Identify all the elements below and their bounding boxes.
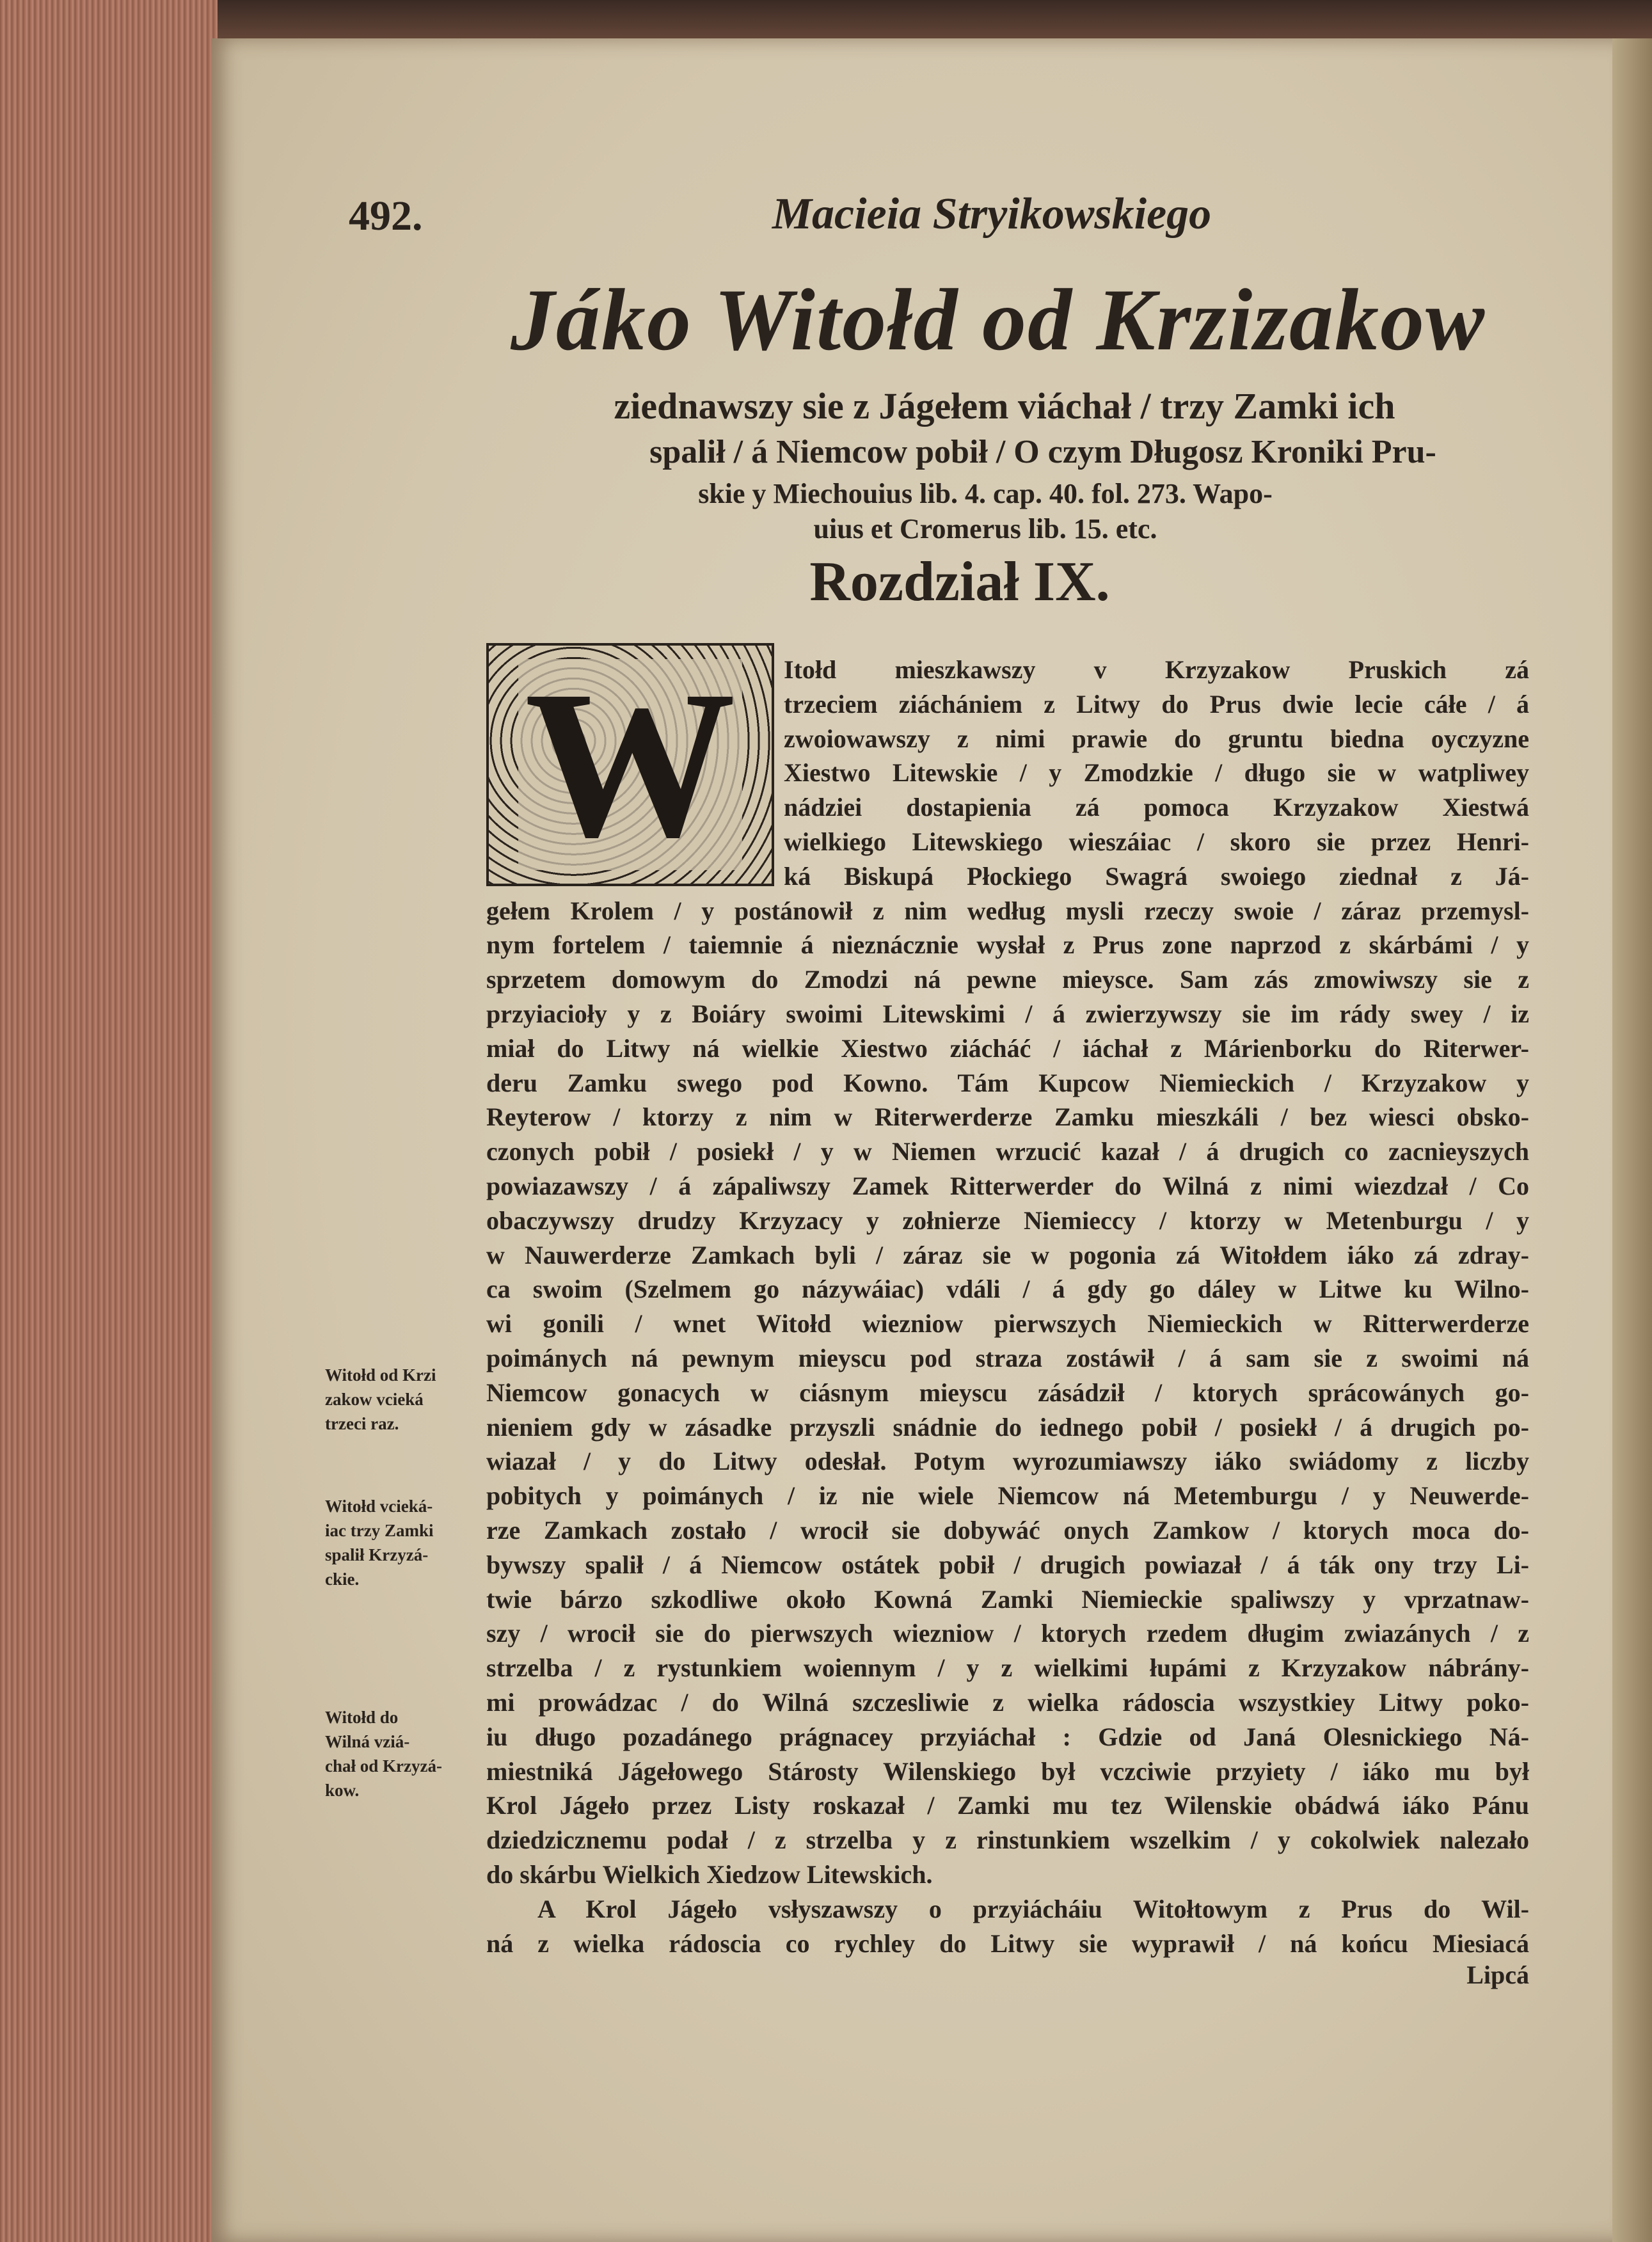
margin-note — [325, 1494, 459, 1591]
text-line: A Krol Jágeło vsłyszawszy o przyiácháiu Witołtowym z Prus do Wil- — [537, 1894, 1529, 1923]
page-number: 492. — [349, 193, 423, 239]
text-line: sprzetem domowym do Zmodzi ná pewne mieysce. Sam zás zmowiwszy sie z — [486, 965, 1529, 994]
text-line: Niemcow gonacych w ciásnym mieyscu zásádził / ktorych sprácowánych go- — [486, 1378, 1529, 1407]
text-line: nym fortelem / taiemnie á nieznácznie wysłał z Prus zone naprzod z skárbámi / y — [486, 930, 1529, 960]
text-line: nieniem gdy w zásadke przyszli snádnie do iednego pobił / posiekł / á drugich po- — [486, 1412, 1529, 1442]
page-edges — [0, 0, 218, 2242]
text-line: do skárbu Wielkich Xiedzow Litewskich. — [486, 1860, 933, 1889]
subtitle-line: ziednawszy sie z Jágełem viáchał / trzy Zamki ich — [614, 385, 1395, 427]
text-line: twie bárzo szkodliwe około Kowná Zamki Niemieckie spaliwszy y vprzatnaw- — [486, 1584, 1529, 1614]
text-line: strzelba / z rystunkiem woiennym / y z wielkimi łupámi z Krzyzakow nábrány- — [486, 1653, 1529, 1683]
drop-cap-letter: W — [518, 659, 742, 870]
margin-note-line: Witołd od Krzi — [325, 1365, 436, 1385]
subtitle-line: uius et Cromerus lib. 15. etc. — [813, 513, 1157, 545]
decorated-initial — [486, 643, 774, 886]
text-line: Xiestwo Litewskie / y Zmodzkie / długo sie w watpliwey — [784, 758, 1529, 788]
margin-note-line: zakow vcieká — [325, 1390, 424, 1409]
margin-note-line: kow. — [325, 1781, 360, 1800]
margin-note — [325, 1363, 459, 1436]
text-line: iu długo pozadánego prágnacey przyiáchał : Gdzie od Janá Olesnickiego Ná- — [486, 1722, 1529, 1751]
text-line: wi gonili / wnet Witołd wiezniow pierwszych Niemieckich w Ritterwerderze — [486, 1309, 1529, 1339]
text-line: gełem Krolem / y postánowił z nim według mysli rzeczy swoie / záraz przemysl- — [486, 896, 1529, 925]
text-line: miestniká Jágełowego Stárosty Wilenskiego był vczciwie przyiety / iáko mu był — [486, 1756, 1529, 1786]
catchword: Lipcá — [1466, 1960, 1529, 1989]
text-line: poimánych ná pewnym mieyscu pod straza zostáwił / á sam sie z swoimi ná — [486, 1344, 1529, 1372]
margin-note-line: Wilná vziá- — [325, 1732, 410, 1751]
text-line: szy / wrocił sie do pierwszych wiezniow / ktorych rzedem długim zwiazánych / z — [486, 1619, 1529, 1648]
text-line: Krol Jágeło przez Listy roskazał / Zamki mu tez Wilenskie obádwá iáko Pánu — [486, 1791, 1529, 1820]
text-line: nádziei dostapienia zá pomoca Krzyzakow Xiestwá — [784, 793, 1529, 822]
chapter-heading: Rozdział IX. — [809, 551, 1110, 613]
right-page-edge — [1612, 38, 1652, 2242]
text-line: rze Zamkach zostało / wrocił sie dobywáć onych Zamkow / ktorych moca do- — [486, 1516, 1529, 1545]
subtitle-line: spalił / á Niemcow pobił / O czym Długosz Kroniki Pru- — [649, 434, 1436, 470]
margin-note-line: ckie. — [325, 1570, 360, 1589]
chapter-title: Jáko Witołd od Krzizakow — [510, 271, 1486, 369]
text-line: zwoiowawszy z nimi prawie do gruntu biedna oyczyzne — [784, 724, 1529, 753]
margin-note-line: Witołd do — [325, 1708, 399, 1727]
running-head: Macieia Stryikowskiego — [772, 189, 1212, 239]
text-line: w Nauwerderze Zamkach byli / záraz sie w pogonia zá Witołdem iáko zá zdray- — [486, 1240, 1529, 1269]
text-line: dziedzicznemu podał / z strzelba y z rinstunkiem wszelkim / y cokolwiek nalezało — [486, 1825, 1529, 1855]
margin-note-line: Witołd vcieká- — [325, 1497, 433, 1516]
text-line: czonych pobił / posiekł / y w Niemen wrzucić kazał / á drugich co zacnieyszych — [486, 1137, 1529, 1166]
text-line: przyiacioły y z Boiáry swoimi Litewskimi / á zwierzywszy sie im rády swey / iz — [486, 999, 1529, 1028]
text-line: wielkiego Litewskiego wieszáiac / skoro sie przez Henri- — [784, 827, 1529, 856]
text-line: bywszy spalił / á Niemcow ostátek pobił / drugich powiazał / á ták ony trzy Li- — [486, 1550, 1529, 1579]
text-line: ná z wielka rádoscia co rychley do Litwy sie wyprawił / ná końcu Miesiacá — [486, 1928, 1529, 1958]
text-line: Reyterow / ktorzy z nim w Riterwerderze Zamku mieszkáli / bez wiesci obsko- — [486, 1102, 1529, 1132]
text-line: miał do Litwy ná wielkie Xiestwo ziácháć / iáchał z Márienborku do Riterwer- — [486, 1033, 1529, 1063]
text-line: powiazawszy / á zápaliwszy Zamek Ritterwerder do Wilná z nimi wiezdzał / Co — [486, 1172, 1529, 1200]
margin-note-line: spalił Krzyzá- — [325, 1545, 429, 1564]
text-line: ca swoim (Szelmem go názywáiac) vdáli / á gdy go dáley w Litwe ku Wilno- — [486, 1275, 1529, 1304]
margin-note-line: iac trzy Zamki — [325, 1521, 434, 1540]
text-line: Itołd mieszkawszy v Krzyzakow Pruskich zá — [784, 655, 1529, 684]
text-line: mi prowádzac / do Wilná szczesliwie z wielka rádoscia wszystkiey Litwy poko- — [486, 1688, 1529, 1717]
text-line: wiazał / y do Litwy odesłał. Potym wyrozumiawszy iáko swiádomy z liczby — [486, 1447, 1529, 1476]
text-line: trzeciem ziáchániem z Litwy do Prus dwie lecie cáłe / á — [784, 689, 1529, 719]
margin-note-line: chał od Krzyzá- — [325, 1756, 442, 1776]
text-line: pobitych y poimánych / iz nie wiele Niemcow ná Metemburgu / y Neuwerde- — [486, 1481, 1529, 1511]
subtitle-line: skie y Miechouius lib. 4. cap. 40. fol. 273. Wapo- — [698, 478, 1273, 509]
text-line: deru Zamku swego pod Kowno. Tám Kupcow Niemieckich / Krzyzakow y — [486, 1068, 1529, 1097]
margin-note-line: trzeci raz. — [325, 1414, 399, 1433]
margin-note — [325, 1705, 459, 1802]
text-line: obaczywszy drudzy Krzyzacy y zołnierze Niemieccy / ktorzy w Metenburgu / y — [486, 1205, 1529, 1235]
text-line: ká Biskupá Płockiego Swagrá swoiego ziednał z Já- — [784, 861, 1529, 891]
